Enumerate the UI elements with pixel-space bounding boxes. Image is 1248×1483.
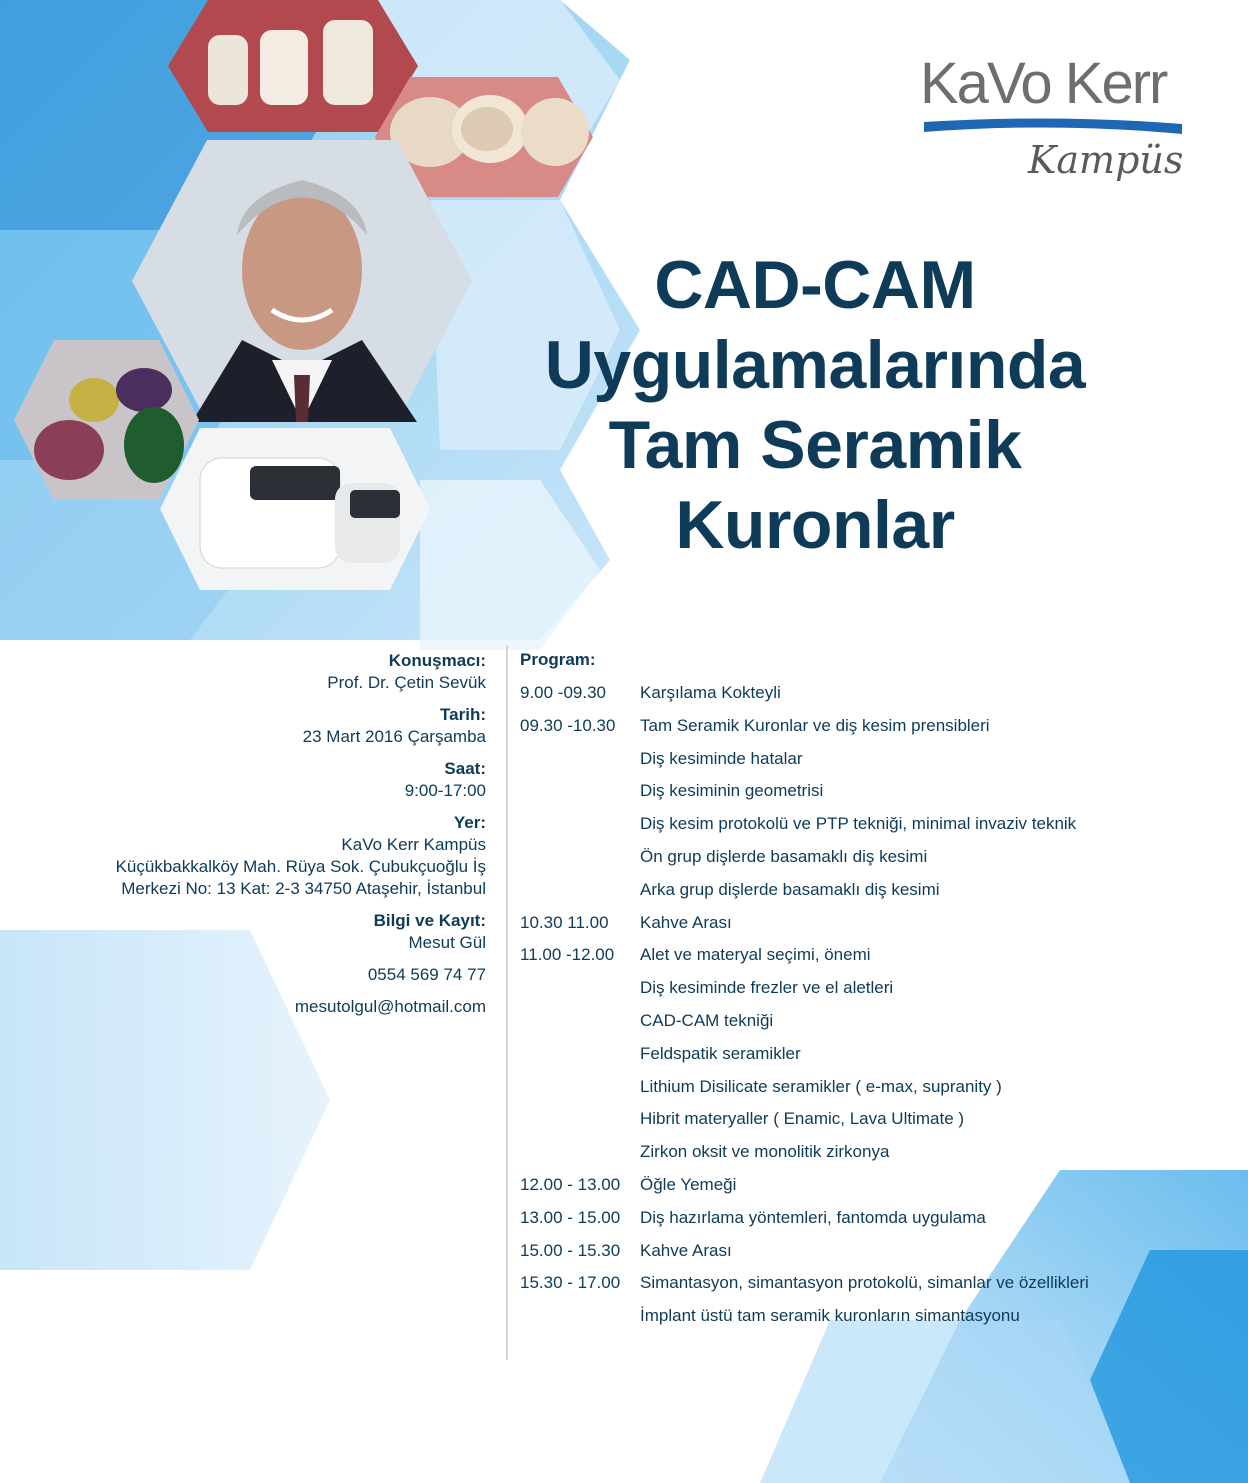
program-topic: Kahve Arası	[640, 912, 732, 932]
program-topic: Diş kesiminde frezler ve el aletleri	[640, 978, 894, 998]
program-row	[520, 879, 1200, 912]
event-title	[480, 245, 1150, 565]
contact-name: Mesut Gül	[408, 933, 486, 952]
program-topic: Kahve Arası	[640, 1240, 732, 1260]
program-topic: Öğle Yemeği	[640, 1174, 737, 1194]
program-time: 09.30 -10.30	[520, 715, 616, 735]
program-topic: Alet ve materyal seçimi, önemi	[640, 945, 871, 965]
program-topic: Diş kesim protokolü ve PTP tekniği, minimal invaziv teknik	[640, 814, 1077, 834]
title-line-4: Kuronlar	[675, 487, 955, 563]
event-info	[40, 650, 486, 1018]
program-row	[520, 977, 1200, 1010]
program-heading: Program:	[520, 650, 596, 669]
program-row	[520, 1141, 1200, 1174]
program-time: 12.00 - 13.00	[520, 1174, 621, 1194]
program-topic: Feldspatik seramikler	[640, 1043, 801, 1063]
program-row	[520, 1043, 1200, 1076]
logo-wordmark: KaVo Kerr	[920, 51, 1167, 116]
program-row	[520, 912, 1200, 945]
date-value: 23 Mart 2016 Çarşamba	[302, 727, 486, 746]
program-topic: Karşılama Kokteyli	[640, 683, 781, 702]
time-value: 9:00-17:00	[404, 781, 486, 800]
column-divider	[506, 645, 508, 1360]
program-topic: CAD-CAM tekniği	[640, 1010, 774, 1030]
place-line-2: Küçükbakkalköy Mah. Rüya Sok. Çubukçuoğlu İş	[115, 857, 486, 876]
date-label: Tarih:	[440, 705, 486, 724]
speaker-label: Konuşmacı:	[388, 651, 486, 670]
logo-swoosh	[924, 114, 1182, 136]
place-label: Yer:	[453, 813, 486, 832]
program-time: 15.30 - 17.00	[520, 1273, 621, 1293]
program-row	[520, 715, 1200, 748]
kavo-kerr-logo	[920, 50, 1190, 200]
program-row	[520, 1076, 1200, 1109]
program-topic: Tam Seramik Kuronlar ve diş kesim prensibleri	[640, 715, 990, 735]
program-row	[520, 1174, 1200, 1207]
program-time: 15.00 - 15.30	[520, 1240, 621, 1260]
program-row	[520, 944, 1200, 977]
speaker-name: Prof. Dr. Çetin Sevük	[327, 673, 486, 692]
program-row	[520, 846, 1200, 879]
program-row	[520, 1108, 1200, 1141]
program-topic: Diş hazırlama yöntemleri, fantomda uygulama	[640, 1207, 986, 1227]
contact-email[interactable]: mesutolgul@hotmail.com	[294, 997, 486, 1016]
program-time: 11.00 -12.00	[520, 945, 615, 965]
program-topic: Diş kesiminde hatalar	[640, 748, 803, 768]
program-row	[520, 682, 1200, 715]
program-topic: Simantasyon, simantasyon protokolü, simanlar ve özellikleri	[640, 1273, 1089, 1293]
time-label: Saat:	[444, 759, 486, 778]
place-line-3: Merkezi No: 13 Kat: 2-3 34750 Ataşehir, İstanbul	[121, 879, 486, 898]
program-topic: İmplant üstü tam seramik kuronların simantasyonu	[640, 1306, 1020, 1326]
place-line-1: KaVo Kerr Kampüs	[341, 835, 486, 854]
program-time: 13.00 - 15.00	[520, 1207, 621, 1227]
title-line-2: Uygulamalarında	[544, 327, 1086, 403]
program-row	[520, 1207, 1200, 1240]
program-row	[520, 813, 1200, 846]
program-topic: Diş kesiminin geometrisi	[640, 781, 824, 801]
contact-label: Bilgi ve Kayıt:	[373, 911, 486, 930]
title-line-3: Tam Seramik	[608, 407, 1022, 483]
program-topic: Zirkon oksit ve monolitik zirkonya	[640, 1142, 890, 1162]
program-row	[520, 1272, 1200, 1305]
logo-kampus: Kampüs	[1028, 138, 1184, 182]
program-list	[520, 682, 1200, 1338]
program-row	[520, 1010, 1200, 1043]
cad-cam-machine-photo	[160, 428, 430, 590]
program-time: 9.00 -09.30	[520, 683, 607, 702]
program-row	[520, 748, 1200, 781]
program-topic: Ön grup dişlerde basamaklı diş kesimi	[640, 846, 928, 866]
program-topic: Lithium Disilicate seramikler ( e-max, supranity )	[640, 1076, 1002, 1096]
program-row	[520, 1305, 1200, 1338]
title-line-1: CAD-CAM	[654, 247, 976, 323]
program-row	[520, 1240, 1200, 1273]
program-time: 10.30 11.00	[520, 912, 609, 932]
contact-phone: 0554 569 74 77	[367, 965, 486, 984]
program-row	[520, 780, 1200, 813]
program-topic: Hibrit materyaller ( Enamic, Lava Ultimate )	[640, 1109, 965, 1129]
program-topic: Arka grup dişlerde basamaklı diş kesimi	[640, 879, 940, 899]
